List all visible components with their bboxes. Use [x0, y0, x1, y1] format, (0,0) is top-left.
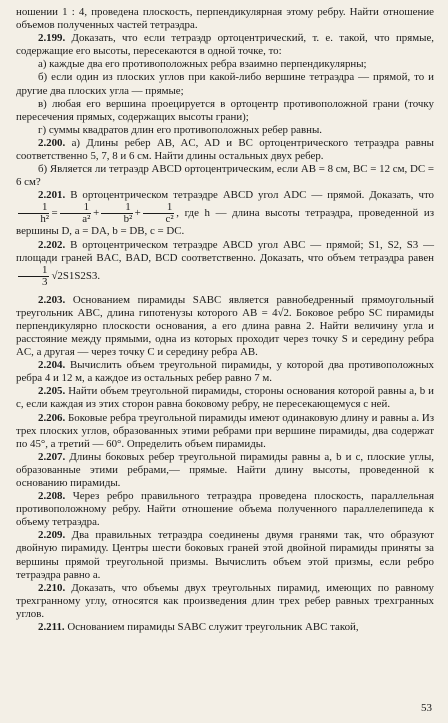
- problem-text: Доказать, что если тетраэдр ортоцентрический, т. е. такой, что прямые, содержащие его высоты, пересекаются в одной точке, то:: [16, 32, 434, 58]
- numerator: 1: [143, 202, 174, 214]
- fraction: [101, 202, 132, 225]
- item-text: в) любая его вершина проецируется в ортоцентр противоположной грани (точку пересечения прямых, содержащих высоты грани);: [16, 97, 434, 123]
- plus-sign: +: [134, 207, 141, 220]
- problem-text: Доказать, что объемы двух треугольных пирамид, имеющих по равному трехгранному углу, относятся как произведения длин трех ребер равных трехгранных углов.: [16, 581, 434, 620]
- problem-number: 2.206.: [38, 411, 66, 424]
- problem-2-206: [16, 412, 434, 451]
- problem-text: а) Длины ребер AB, AC, AD и BC ортоцентрического тетраэдра равны соответственно 5, 7, 8 и 6 см. Найти длины остальных двух ребер.: [16, 136, 434, 163]
- problem-text: Через ребро правильного тетраэдра проведена плоскость, параллельная противоположному ребру. Найти отношение объема полученного параллелепипеда к объему тетраэдра.: [16, 490, 434, 529]
- problem-2-205: [16, 385, 434, 411]
- problem-text: В ортоцентрическом тетраэдре ABCD угол ABC — прямой; S1, S2, S3 — площади граней BAC, BAD, BCD соответственно. Доказать, что объем тетраэдра равен: [16, 238, 434, 264]
- item-g: [16, 124, 434, 137]
- problem-number: 2.210.: [38, 581, 66, 594]
- period: .: [97, 269, 101, 282]
- text: ношении 1 : 4, проведена плоскость, перпендикулярная этому ребру. Найти отношение объемов полученных частей тетраэдра.: [16, 6, 434, 32]
- item-text: а) каждые два его противоположных ребра взаимно перпендикулярны;: [38, 58, 367, 71]
- item-text: г) суммы квадратов длин его противоположных ребер равны.: [38, 123, 322, 136]
- item-a: [16, 58, 434, 71]
- problem-text: В ортоцентрическом тетраэдре ABCD угол ADC — прямой. Доказать, что: [65, 189, 434, 202]
- problem-2-208: [16, 490, 434, 529]
- item-v: [16, 98, 434, 124]
- problem-text: Вычислить объем треугольной пирамиды, у которой два противоположных ребра 4 и 12 м, а каждое из остальных ребер равно 7 м.: [16, 359, 434, 385]
- numerator: 1: [101, 202, 132, 214]
- problem-number: 2.201.: [38, 189, 66, 202]
- fraction: [18, 202, 49, 225]
- problem-2-204: [16, 359, 434, 385]
- problem-number: 2.203.: [38, 293, 66, 306]
- problem-number: 2.205.: [38, 385, 66, 398]
- item-text: б) если один из плоских углов при какой-либо вершине тетраэдра — прямой, то и другие два плоских угла — прямые;: [16, 71, 434, 97]
- problem-text: Два правильных тетраэдра соединены двумя гранями так, что образуют двойную пирамиду. Центры шести боковых граней этой двойной пирамиды приняты за вершины прямой треугольной призмы. Вычислить объем этой призмы, если ребро тетраэдра равно a.: [16, 529, 434, 581]
- equals-sign: =: [51, 207, 58, 220]
- problem-text: Основанием пирамиды SABC служит треугольник ABC такой,: [64, 621, 359, 634]
- plus-sign: +: [93, 207, 100, 220]
- item-text: б) Является ли тетраэдр ABCD ортоцентрическим, если AB = 8 см, BC = 12 см, DC = 6 см?: [16, 163, 434, 189]
- problem-2-209: [16, 529, 434, 581]
- item-b: [16, 163, 434, 189]
- problem-2-210: [16, 582, 434, 621]
- problem-text: Длины боковых ребер треугольной пирамиды равны a, b и c, плоские углы, образованные этими ребрами,— прямые. Найти длину высоты, проведенной к основанию пирамиды.: [16, 450, 434, 489]
- problem-2-202: [16, 239, 434, 288]
- denominator: b²: [123, 213, 133, 226]
- problem-number: 2.208.: [38, 490, 66, 503]
- fraction: [18, 265, 49, 288]
- problem-text: Найти объем треугольной пирамиды, стороны основания которой равны a, b и c, если каждая из этих сторон равна боковому ребру, не пересекающемуся с ней.: [16, 385, 434, 411]
- problem-number: 2.202.: [38, 238, 66, 251]
- problem-number: 2.209.: [38, 529, 66, 542]
- problem-2-199: [16, 32, 434, 58]
- fraction: [143, 202, 174, 225]
- numerator: 1: [18, 202, 49, 214]
- problem-2-200: [16, 137, 434, 163]
- problem-2-211: [16, 621, 434, 634]
- problem-text: Основанием пирамиды SABC является равнобедренный прямоугольный треугольник ABC, длина гипотенузы которого AB = 4√2. Боковое ребро SC пирамиды перпендикулярно плоскости основания, а его длина равна 2. Найти величину угла и расстояние между прямыми, одна из которых проходит через точку S и середину ребра AC, а другая — через точку C и середину ребра AB.: [16, 293, 434, 359]
- problem-text-tail: , где h — длина высоты тетраэдра, проведенной из вершины D, a = DA, b = DB, c = DC.: [16, 207, 434, 238]
- problem-number: 2.211.: [38, 621, 65, 634]
- problem-2-201: [16, 189, 434, 238]
- denominator: h²: [40, 213, 50, 226]
- paragraph-continuation: [16, 6, 434, 32]
- denominator: a²: [82, 213, 91, 226]
- problem-number: 2.204.: [38, 359, 66, 372]
- problem-number: 2.200.: [38, 136, 66, 149]
- fraction: [60, 202, 91, 225]
- problem-2-203: [16, 294, 434, 359]
- denominator: 3: [42, 275, 48, 288]
- problem-2-207: [16, 451, 434, 490]
- problem-number: 2.199.: [38, 32, 66, 45]
- square-root-expression: √2S1S2S3: [51, 269, 98, 282]
- denominator: c²: [165, 213, 174, 226]
- problem-number: 2.207.: [38, 450, 66, 463]
- problem-text: Боковые ребра треугольной пирамиды имеют одинаковую длину и равны a. Из трех плоских углов, образованных этими ребрами при вершине пирамиды, два содержат по 45°, а третий — 60°. Определить объем пирамиды.: [16, 411, 434, 450]
- item-b: [16, 71, 434, 97]
- numerator: 1: [60, 202, 91, 214]
- numerator: 1: [18, 265, 49, 277]
- page-number: 53: [421, 701, 432, 714]
